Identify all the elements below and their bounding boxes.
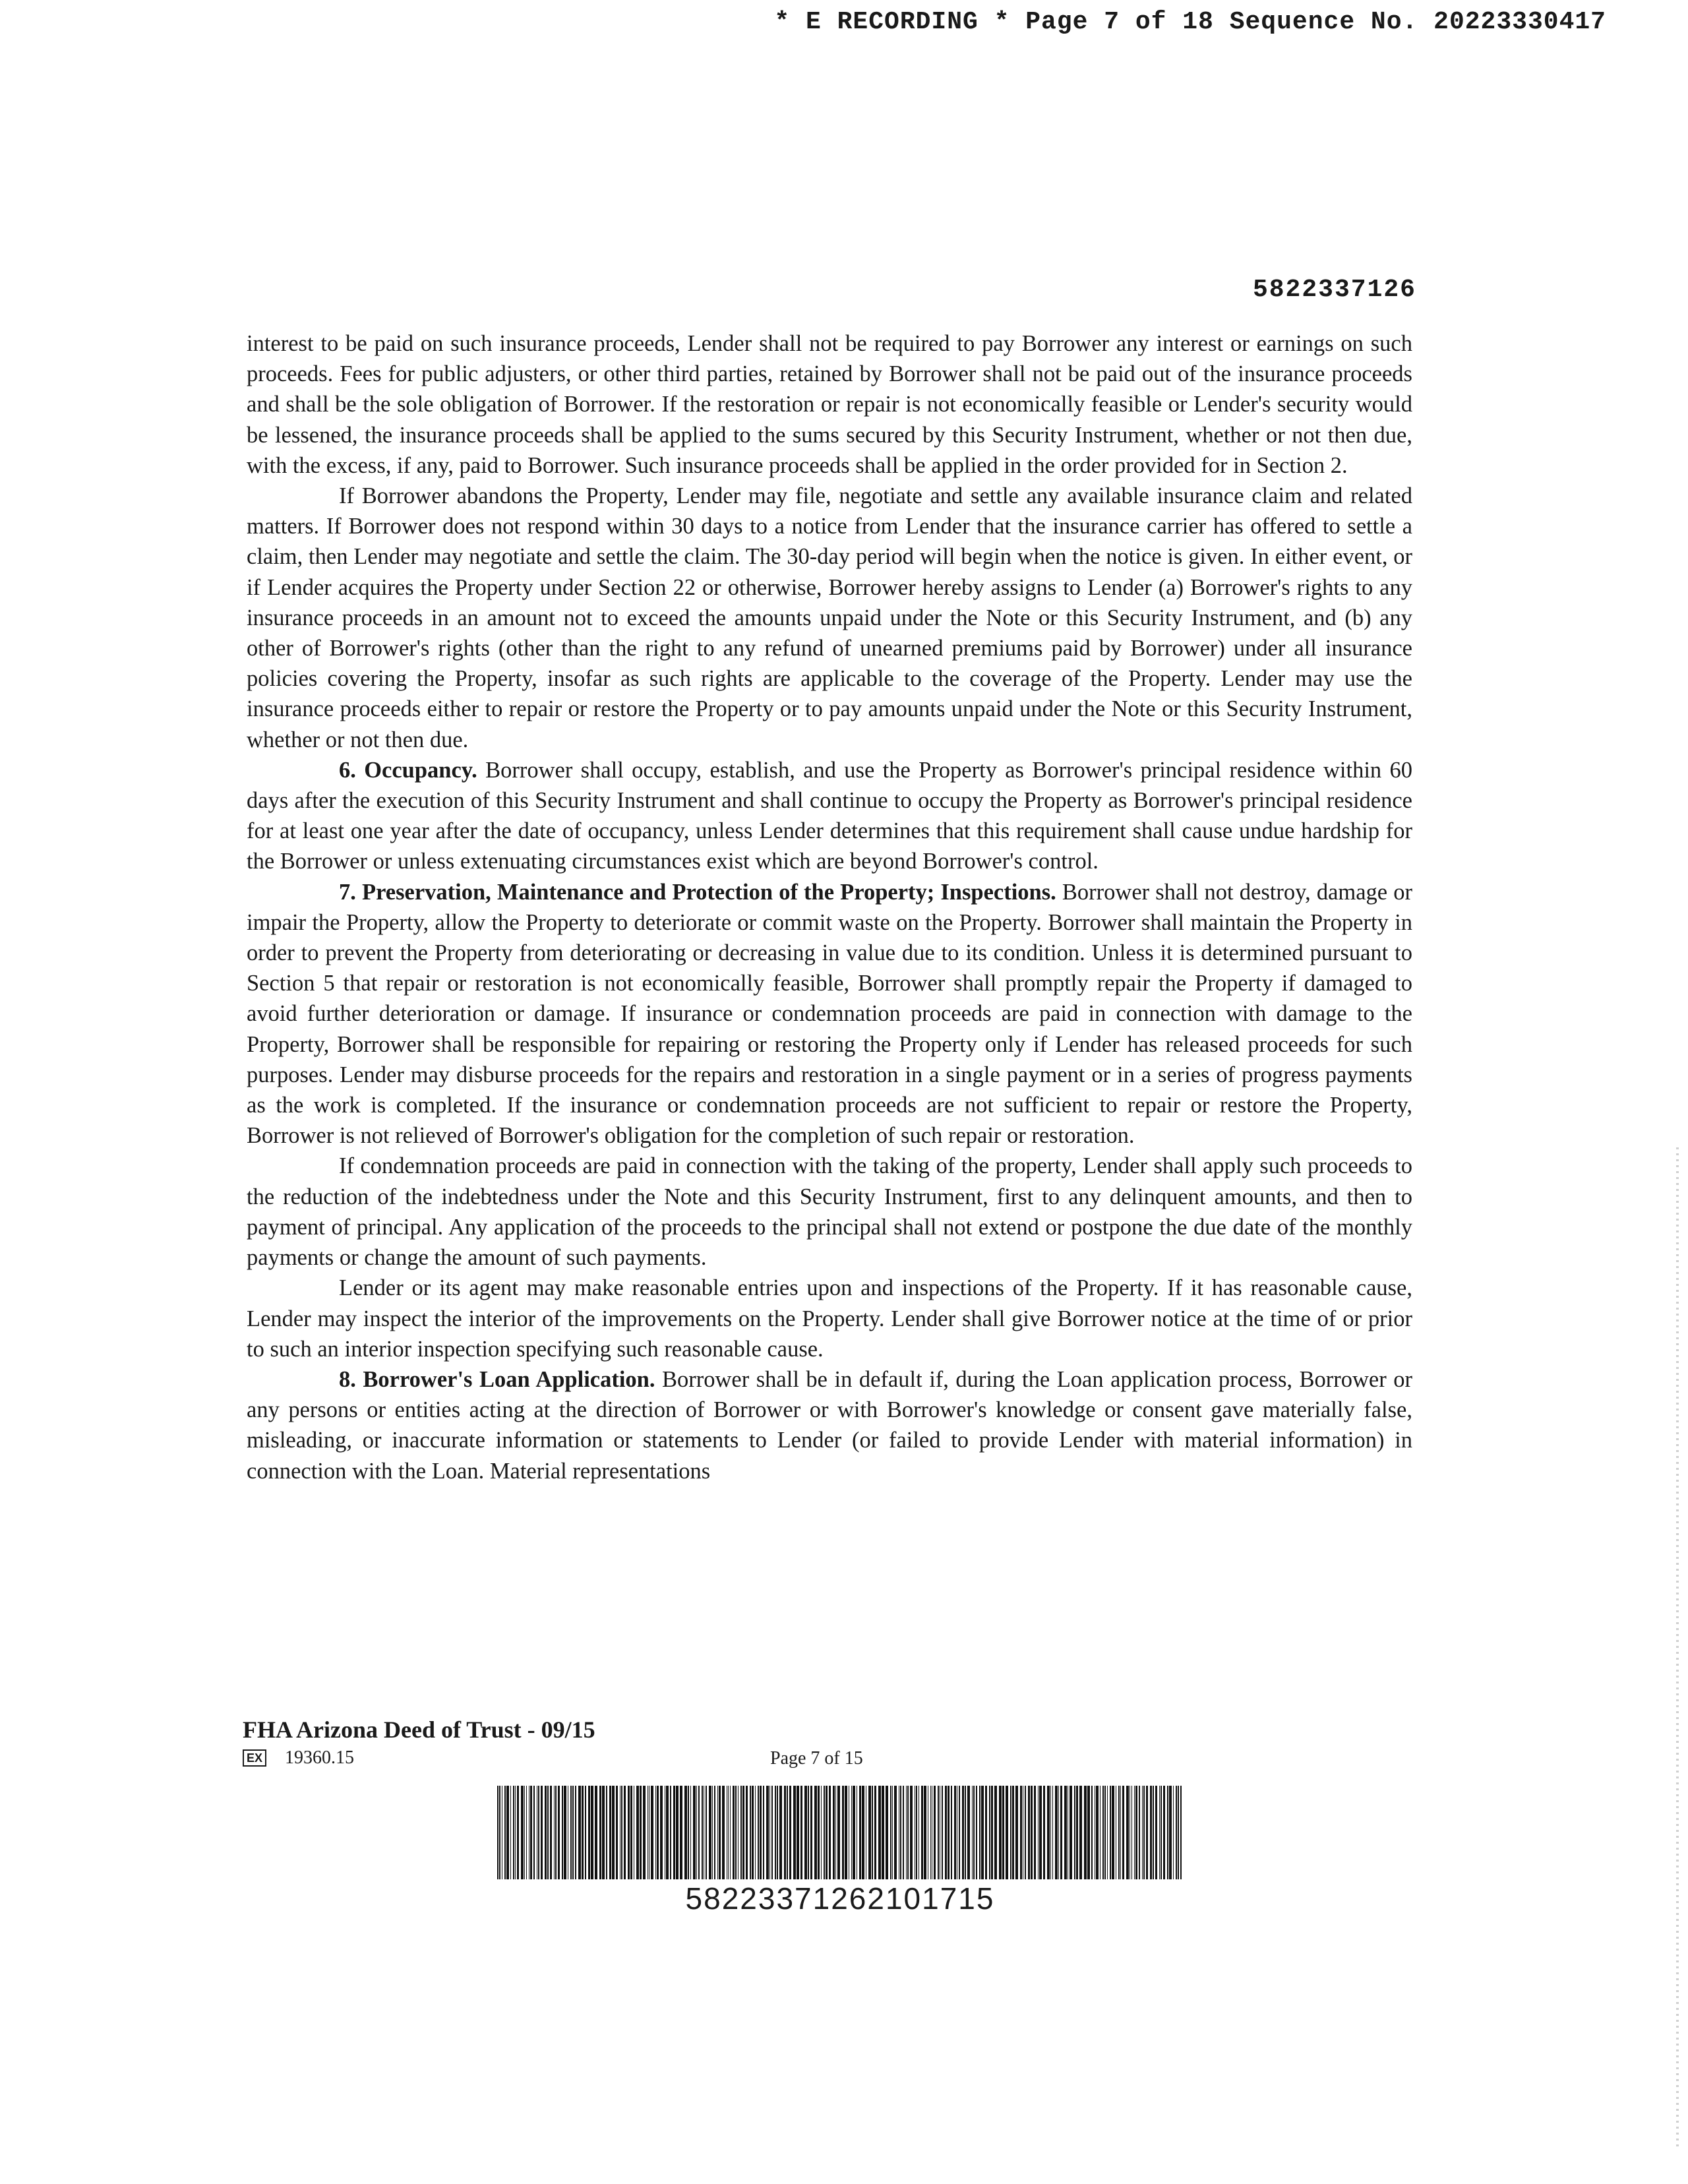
document-body	[247, 328, 1412, 1486]
section-7-preservation	[247, 877, 1412, 1151]
paragraph-text: Borrower shall be in default if, during the Loan application process, Borrower or any persons or entities acting at the direction of Borrower or with Borrower's knowledge or consent gave materially false, misleading, or inaccurate information or statements to Lender (or failed to provide Lender with material information) in connection with the Loan. Material representations	[247, 1366, 1413, 1484]
form-meta	[243, 1747, 354, 1769]
paragraph-text: interest to be paid on such insurance proceeds, Lender shall not be required to pay Borrower any interest or earnings on such proceeds. Fees for public adjusters, or other third parties, retained by Borrower shall not be paid out of the insurance proceeds and shall be the sole obligation of Borrower. If the restoration or repair is not economically feasible or Lender's security would be lessened, the insurance proceeds shall be applied to the sums secured by this Security Instrument, whether or not then due, with the excess, if any, paid to Borrower. Such insurance proceeds shall be applied in the order provided for in Section 2.	[247, 331, 1412, 478]
page-label: Page 7 of 15	[770, 1748, 863, 1769]
section-title: 7. Preservation, Maintenance and Protection of the Property; Inspections.	[339, 879, 1056, 905]
form-title: FHA Arizona Deed of Trust - 09/15	[243, 1716, 595, 1743]
paragraph-text: If Borrower abandons the Property, Lender may file, negotiate and settle any available insurance claim and related matters. If Borrower does not respond within 30 days to a notice from Lender that the insurance carrier has offered to settle a claim, then Lender may negotiate and settle the claim. The 30-day period will begin when the notice is given. In either event, or if Lender acquires the Property under Section 22 or otherwise, Borrower hereby assigns to Lender (a) Borrower's rights to any insurance proceeds in an amount not to exceed the amounts unpaid under the Note or this Security Instrument, and (b) any other of Borrower's rights (other than the right to any refund of unearned premiums paid by Borrower) under all insurance policies covering the Property, insofar as such rights are applicable to the coverage of the Property. Lender may use the insurance proceeds either to repair or restore the Property or to pay amounts unpaid under the Note or this Security Instrument, whether or not then due.	[247, 483, 1412, 752]
section-title: 8. Borrower's Loan Application.	[339, 1366, 655, 1392]
barcode-number: 58223371262101715	[685, 1881, 995, 1916]
paragraph-text: Borrower shall occupy, establish, and use the Property as Borrower's principal residence within 60 days after the execution of this Security Instrument and shall continue to occupy the Property as Borrower's principal residence for at least one year after the date of occupancy, unless Lender determines that this requirement shall cause undue hardship for the Borrower or unless extenuating circumstances exist which are beyond Borrower's control.	[247, 757, 1413, 874]
recording-stamp: * E RECORDING * Page 7 of 18 Sequence No. 20223330417	[774, 8, 1606, 36]
paragraph	[247, 328, 1412, 481]
paragraph-text: Lender or its agent may make reasonable entries upon and inspections of the Property. If it has reasonable cause, Lender may inspect the interior of the improvements on the Property. Lender shall give Borrower notice at the time of or prior to such an interior inspection specifying such reasonable cause.	[247, 1275, 1412, 1362]
section-6-occupancy	[247, 755, 1412, 877]
barcode-icon	[497, 1786, 1183, 1879]
form-code: 19360.15	[285, 1747, 355, 1768]
scan-edge-artifact	[1676, 1147, 1679, 2150]
paragraph	[247, 481, 1412, 755]
ellie-mae-logo-icon: EX	[243, 1749, 266, 1767]
paragraph	[247, 1273, 1412, 1364]
paragraph-text: If condemnation proceeds are paid in connection with the taking of the property, Lender shall apply such proceeds to the reduction of the indebtedness under the Note and this Security Instrument, first to any delinquent amounts, and then to payment of principal. Any application of the proceeds to the principal shall not extend or postpone the due date of the monthly payments or change the amount of such payments.	[247, 1153, 1412, 1271]
loan-number: 5822337126	[1252, 276, 1416, 304]
paragraph	[247, 1151, 1412, 1273]
paragraph-text: Borrower shall not destroy, damage or impair the Property, allow the Property to deteriorate or commit waste on the Property. Borrower shall maintain the Property in order to prevent the Property from deteriorating or decreasing in value due to its condition. Unless it is determined pursuant to Section 5 that repair or restoration is not economically feasible, Borrower shall promptly repair the Property if damaged to avoid further deterioration or damage. If insurance or condemnation proceeds are paid in connection with damage to the Property, Borrower shall be responsible for repairing or restoring the Property only if Lender has released proceeds for such purposes. Lender may disburse proceeds for the repairs and restoration in a single payment or in a series of progress payments as the work is completed. If the insurance or condemnation proceeds are not sufficient to repair or restore the Property, Borrower is not relieved of Borrower's obligation for the completion of such repair or restoration.	[247, 879, 1412, 1149]
section-title: 6. Occupancy.	[339, 757, 477, 783]
section-8-loan-application	[247, 1364, 1412, 1486]
